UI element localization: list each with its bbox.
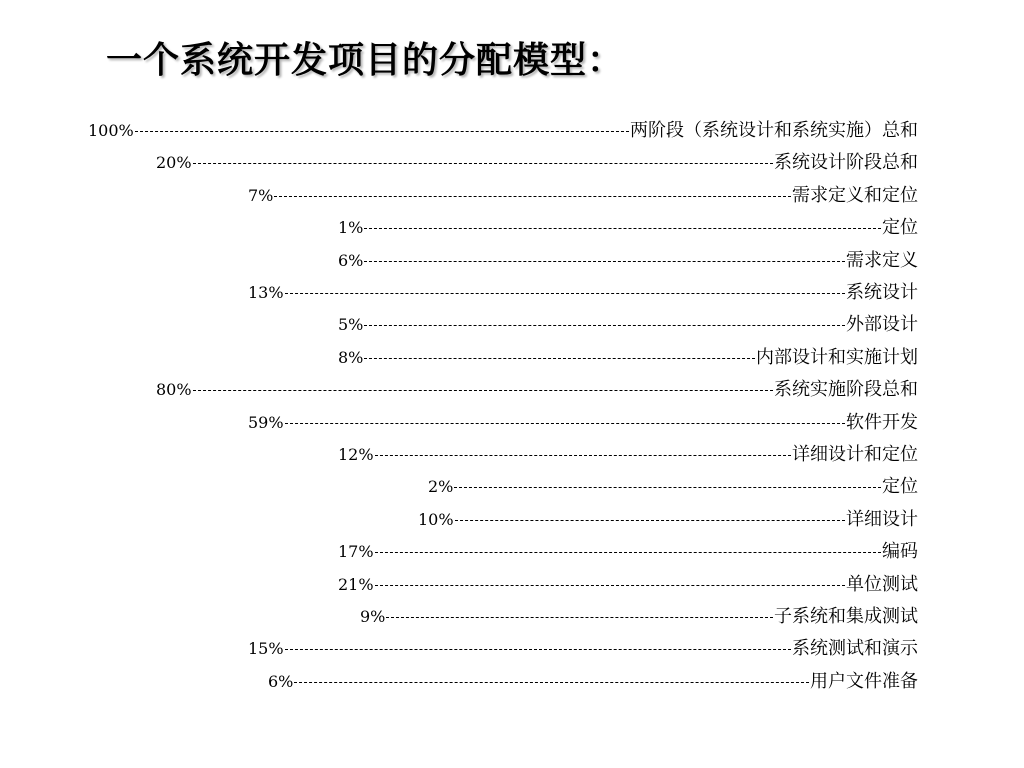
allocation-percent: 17% — [338, 542, 374, 562]
allocation-row — [428, 474, 918, 500]
allocation-percent: 7% — [248, 185, 274, 205]
allocation-row — [248, 280, 918, 306]
dash-leader — [274, 196, 791, 197]
dash-leader — [135, 131, 629, 132]
allocation-percent: 12% — [338, 445, 374, 464]
dash-leader — [364, 325, 845, 326]
allocation-row — [338, 572, 918, 598]
allocation-label: 内部设计和实施计划 — [756, 346, 918, 368]
allocation-row — [338, 442, 918, 468]
allocation-row — [248, 410, 918, 436]
allocation-percent: 100% — [88, 121, 134, 140]
allocation-label: 定位 — [882, 217, 918, 239]
allocation-label: 详细设计和定位 — [792, 444, 918, 465]
dash-leader — [294, 682, 809, 683]
allocation-row — [248, 636, 918, 662]
allocation-label: 系统测试和演示 — [792, 638, 918, 660]
allocation-label: 需求定义 — [846, 249, 918, 271]
allocation-row — [338, 215, 918, 241]
allocation-percent: 20% — [156, 153, 192, 173]
allocation-row — [248, 183, 918, 209]
allocation-label: 编码 — [882, 541, 918, 563]
allocation-row — [156, 150, 918, 176]
allocation-row — [338, 345, 918, 371]
allocation-percent: 2% — [428, 477, 454, 497]
allocation-label: 需求定义和定位 — [792, 184, 918, 206]
dash-leader — [285, 649, 791, 650]
slide-title: 一个系统开发项目的分配模型： — [106, 40, 625, 81]
allocation-label: 子系统和集成测试 — [774, 606, 918, 627]
allocation-row — [156, 377, 918, 403]
allocation-percent: 6% — [338, 250, 364, 270]
allocation-percent: 8% — [338, 347, 364, 367]
dash-leader — [364, 261, 845, 262]
allocation-percent: 80% — [156, 380, 192, 400]
allocation-row — [88, 118, 918, 144]
dash-leader — [386, 617, 773, 618]
allocation-percent: 9% — [360, 607, 386, 626]
allocation-label: 系统设计 — [846, 282, 918, 303]
allocation-percent: 5% — [338, 315, 364, 335]
dash-leader — [454, 487, 881, 488]
allocation-label: 单位测试 — [846, 573, 918, 595]
allocation-label: 外部设计 — [846, 314, 918, 336]
allocation-percent: 59% — [248, 412, 284, 432]
allocation-row — [338, 312, 918, 338]
allocation-label: 用户文件准备 — [810, 670, 918, 692]
allocation-percent: 6% — [268, 671, 294, 691]
dash-leader — [364, 228, 881, 229]
allocation-label: 系统设计阶段总和 — [774, 152, 918, 174]
allocation-percent: 10% — [418, 509, 454, 529]
allocation-row — [338, 248, 918, 274]
allocation-label: 两阶段（系统设计和系统实施）总和 — [630, 120, 918, 141]
dash-leader — [285, 423, 845, 424]
dash-leader — [285, 293, 845, 294]
allocation-label: 软件开发 — [846, 411, 918, 433]
dash-leader — [375, 455, 791, 456]
allocation-row — [268, 669, 918, 695]
allocation-label: 定位 — [882, 476, 918, 498]
allocation-percent: 21% — [338, 574, 374, 594]
dash-leader — [193, 390, 773, 391]
allocation-percent: 15% — [248, 639, 284, 659]
dash-leader — [455, 520, 845, 521]
allocation-percent: 1% — [338, 218, 364, 238]
dash-leader — [193, 163, 773, 164]
allocation-label: 系统实施阶段总和 — [774, 379, 918, 401]
allocation-row — [338, 539, 918, 565]
dash-leader — [375, 552, 881, 553]
dash-leader — [375, 585, 845, 586]
allocation-label: 详细设计 — [846, 508, 918, 530]
allocation-row — [360, 604, 918, 630]
dash-leader — [364, 358, 755, 359]
allocation-row — [418, 507, 918, 533]
allocation-percent: 13% — [248, 283, 284, 302]
